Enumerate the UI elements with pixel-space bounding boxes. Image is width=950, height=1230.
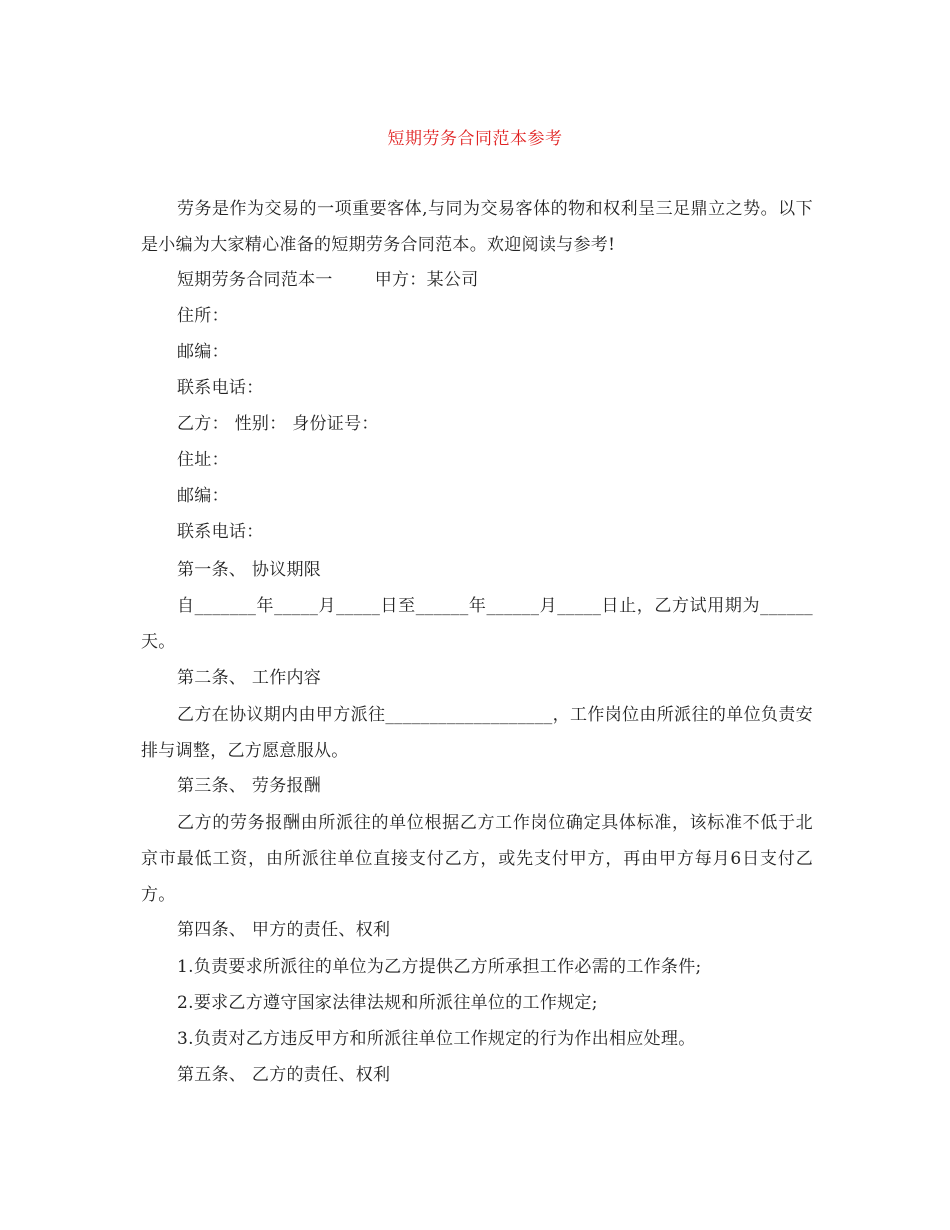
article-1-title: 第一条、 协议期限 [177, 560, 322, 580]
party-b-info: 乙方： 性别： 身份证号： [177, 414, 379, 434]
party-b-phone: 联系电话： [177, 522, 264, 542]
article-4-title: 第四条、 甲方的责任、权利 [177, 920, 391, 940]
article-2-title: 第二条、 工作内容 [177, 668, 322, 688]
party-a-phone: 联系电话： [177, 378, 264, 398]
party-b-address: 住址： [177, 450, 229, 470]
article-1-body: 自_______年_____月_____日至______年______月_____日止，乙方试用期为______天。 [141, 596, 813, 652]
document-title: 短期劳务合同范本参考 [387, 129, 563, 149]
contract-heading-line [177, 262, 479, 298]
article-4-item-1: 1.负责要求所派往的单位为乙方提供乙方所承担工作必需的工作条件; [177, 957, 702, 977]
party-a-name: 甲方：某公司 [374, 270, 479, 290]
article-4-item-3: 3.负责对乙方违反甲方和所派往单位工作规定的行为作出相应处理。 [177, 1029, 696, 1049]
party-b-postcode: 邮编： [177, 486, 229, 506]
article-2-body: 乙方在协议期内由甲方派往___________________，工作岗位由所派往的单位负责安排与调整，乙方愿意服从。 [141, 705, 813, 761]
party-a-postcode: 邮编： [177, 342, 229, 362]
party-a-address: 住所： [177, 306, 229, 326]
article-3-body: 乙方的劳务报酬由所派往的单位根据乙方工作岗位确定具体标准，该标准不低于北京市最低工资，由所派往单位直接支付乙方，或先支付甲方，再由甲方每月6日支付乙方。 [141, 813, 813, 905]
intro-paragraph: 劳务是作为交易的一项重要客体,与同为交易客体的物和权利呈三足鼎立之势。以下是小编为大家精心准备的短期劳务合同范本。欢迎阅读与参考! [141, 199, 813, 255]
contract-heading: 短期劳务合同范本一 [177, 270, 333, 290]
article-3-title: 第三条、 劳务报酬 [177, 776, 322, 796]
article-5-title: 第五条、 乙方的责任、权利 [177, 1065, 391, 1085]
article-4-item-2: 2.要求乙方遵守国家法律法规和所派往单位的工作规定; [177, 993, 598, 1013]
